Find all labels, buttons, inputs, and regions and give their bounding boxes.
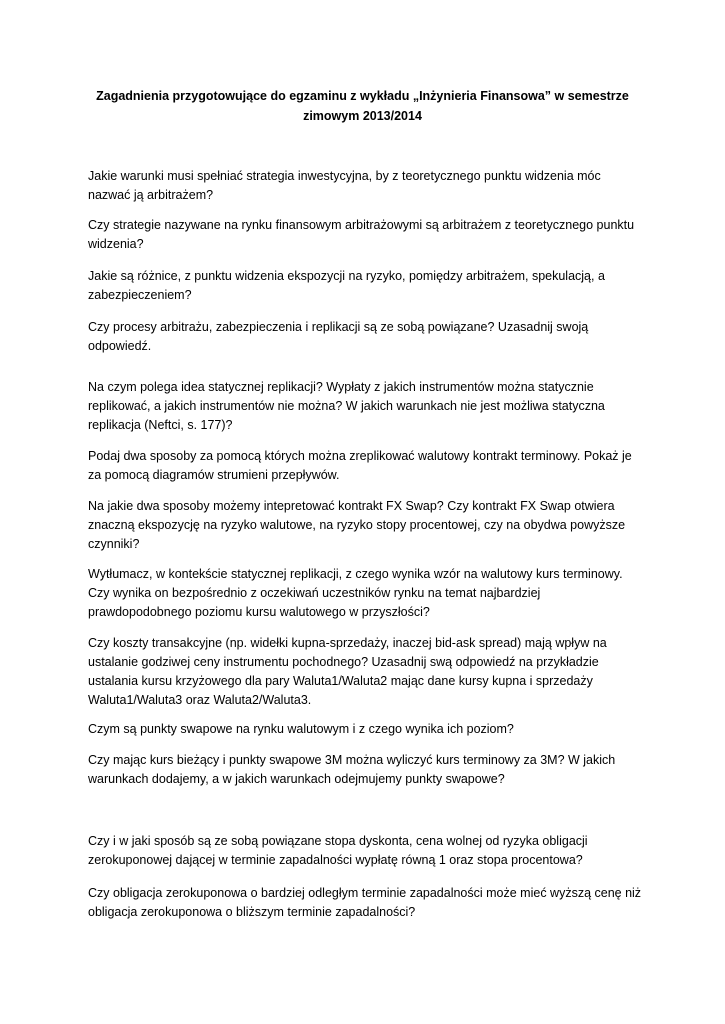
- question-7: Na jakie dwa sposoby możemy intepretować kontrakt FX Swap? Czy kontrakt FX Swap otwiera znaczną ekspozycję na ryzyko walutowe, na ryzyko stopy procentowej, czy na obydwa powyższe czynniki?: [88, 499, 626, 551]
- question-8: Wytłumacz, w kontekście statycznej replikacji, z czego wynika wzór na walutowy kurs terminowy. Czy wynika on bezpośrednio z oczekiwań uczestników rynku na temat najbardziej prawdopodobnego poziomu kursu walutowego w przyszłości?: [88, 567, 623, 619]
- question-6: Podaj dwa sposoby za pomocą których można zreplikować walutowy kontrakt terminowy. Pokaż je za pomocą diagramów strumieni przepływów.: [88, 449, 632, 482]
- question-3: Jakie są różnice, z punktu widzenia ekspozycji na ryzyko, pomiędzy arbitrażem, spekulacją, a zabezpieczeniem?: [88, 269, 605, 302]
- question-13: Czy obligacja zerokuponowa o bardziej odległym terminie zapadalności może mieć wyższą cenę niż obligacja zerokuponowa o bliższym terminie zapadalności?: [88, 886, 642, 919]
- question-2: Czy strategie nazywane na rynku finansowym arbitrażowymi są arbitrażem z teoretycznego punktu widzenia?: [88, 218, 635, 251]
- question-11: Czy mając kurs bieżący i punkty swapowe 3M można wyliczyć kurs terminowy za 3M? W jakich warunkach dodajemy, a w jakich warunkach odejmujemy punkty swapowe?: [88, 753, 616, 786]
- question-1: Jakie warunki musi spełniać strategia inwestycyjna, by z teoretycznego punktu widzenia móc nazwać ją arbitrażem?: [88, 169, 601, 202]
- document-title: Zagadnienia przygotowujące do egzaminu z wykładu „Inżynieria Finansowa” w semestrze zimowym 2013/2014: [96, 89, 629, 123]
- question-4: Czy procesy arbitrażu, zabezpieczenia i replikacji są ze sobą powiązane? Uzasadnij swoją odpowiedź.: [88, 320, 589, 353]
- question-5: Na czym polega idea statycznej replikacji? Wypłaty z jakich instrumentów można statycznie replikować, a jakich instrumentów nie można? W jakich warunkach nie jest możliwa statyczna replikacja (Neftci, s. 177)?: [88, 380, 605, 432]
- question-12: Czy i w jaki sposób są ze sobą powiązane stopa dyskonta, cena wolnej od ryzyka obligacji zerokuponowej dającej w terminie zapadalności wypłatę równą 1 oraz stopa procentowa?: [88, 834, 588, 867]
- question-9: Czy koszty transakcyjne (np. widełki kupna-sprzedaży, inaczej bid-ask spread) mają wpływ na ustalanie godziwej ceny instrumentu pochodnego? Uzasadnij swą odpowiedź na przykładzie ustalania kursu krzyżowego dla pary Waluta1/Waluta2 mając dane kursy kupna i sprzedaży Waluta1/Waluta3 oraz Waluta2/Waluta3.: [88, 636, 607, 707]
- question-10: Czym są punkty swapowe na rynku walutowym i z czego wynika ich poziom?: [88, 722, 514, 736]
